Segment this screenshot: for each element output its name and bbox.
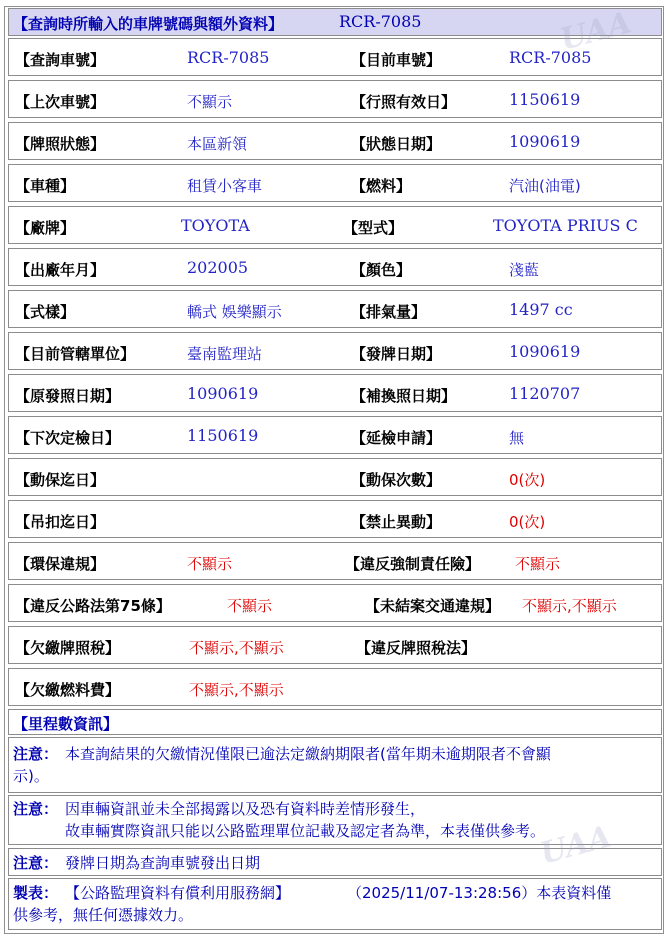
field-value: 1120707	[509, 384, 581, 403]
field-value: 1497 cc	[509, 300, 573, 319]
field-label: 【違反牌照稅法】	[356, 639, 477, 657]
note-text: 示)。	[13, 767, 49, 785]
field-value: 202005	[187, 258, 249, 277]
field-value: 臺南監理站	[187, 345, 263, 363]
footer-timestamp: （2025/11/07-13:28:56）本表資料僅	[347, 884, 612, 902]
field-label: 【廠牌】	[15, 219, 76, 237]
data-row	[8, 416, 662, 454]
field-value: 租賃小客車	[187, 177, 263, 195]
field-label: 【出廠年月】	[15, 261, 106, 279]
field-label: 【補換照日期】	[351, 387, 457, 405]
field-label: 【牌照狀態】	[15, 135, 106, 153]
field-label: 【顏色】	[351, 261, 412, 279]
note-3	[8, 848, 662, 876]
report-footer	[8, 878, 662, 930]
field-label: 【行照有效日】	[351, 93, 457, 111]
field-label: 【燃料】	[351, 177, 412, 195]
field-label: 【欠繳牌照稅】	[15, 639, 121, 657]
field-label: 【目前車號】	[351, 51, 442, 69]
note-label: 注意：	[13, 745, 59, 763]
field-label: 【式樣】	[15, 303, 76, 321]
note-1	[8, 737, 662, 793]
data-row	[8, 584, 662, 622]
field-value: 不顯示	[187, 93, 233, 111]
field-value: 本區新領	[187, 135, 248, 153]
data-row	[8, 500, 662, 538]
header-plate: RCR-7085	[339, 12, 422, 31]
note-label: 注意：	[13, 800, 59, 818]
header-title: 【查詢時所輸入的車牌號碼與額外資料】	[13, 15, 284, 33]
field-value: RCR-7085	[509, 48, 592, 67]
field-value: RCR-7085	[187, 48, 270, 67]
field-label: 【違反公路法第75條】	[15, 597, 171, 615]
mileage-section	[8, 709, 662, 735]
watermark-logo: UAA	[536, 819, 616, 872]
field-value: 1150619	[509, 90, 581, 109]
field-label: 【未結案交通違規】	[365, 597, 501, 615]
field-value: 淺藍	[509, 261, 540, 279]
field-value: 不顯示,不顯示	[189, 639, 284, 657]
field-label: 【環保違規】	[15, 555, 106, 573]
note-text: 因車輛資訊並未全部揭露以及恐有資料時差情形發生，	[65, 800, 426, 818]
field-label: 【排氣量】	[351, 303, 427, 321]
field-value: 1090619	[509, 132, 581, 151]
footer-source: 【公路監理資料有償利用服務網】	[65, 884, 291, 902]
data-row	[8, 248, 662, 286]
data-row	[8, 38, 662, 76]
field-value: 1090619	[187, 384, 259, 403]
field-label: 【延檢申請】	[351, 429, 442, 447]
field-value: 不顯示,不顯示	[189, 681, 284, 699]
data-row	[8, 332, 662, 370]
field-value: TOYOTA	[181, 216, 250, 235]
note-2	[8, 795, 662, 845]
field-label: 【原發照日期】	[15, 387, 121, 405]
field-label: 【違反強制責任險】	[345, 555, 481, 573]
field-label: 【下次定檢日】	[15, 429, 121, 447]
field-value: 1150619	[187, 426, 259, 445]
field-value: 不顯示	[227, 597, 273, 615]
note-text: 本查詢結果的欠繳情況僅限已逾法定繳納期限者(當年期未逾期限者不會顯	[65, 745, 551, 763]
mileage-heading: 【里程數資訊】	[13, 715, 119, 733]
field-value: 汽油(油電)	[509, 177, 581, 195]
data-row	[8, 206, 662, 244]
data-row	[8, 122, 662, 160]
field-value: 無	[509, 429, 525, 447]
data-row	[8, 164, 662, 202]
data-row	[8, 542, 662, 580]
data-row	[8, 668, 662, 706]
field-value: 不顯示	[515, 555, 561, 573]
field-label: 【車種】	[15, 177, 76, 195]
field-label: 【查詢車號】	[15, 51, 106, 69]
field-value: 不顯示,不顯示	[522, 597, 617, 615]
data-row	[8, 458, 662, 496]
field-label: 【目前管轄單位】	[15, 345, 136, 363]
data-row	[8, 626, 662, 664]
field-label: 【發牌日期】	[351, 345, 442, 363]
footer-label: 製表：	[13, 884, 59, 902]
field-label: 【動保次數】	[351, 471, 442, 489]
footer-disclaimer: 供參考，無任何憑據效力。	[13, 906, 194, 924]
watermark-logo: UAA	[556, 5, 636, 58]
field-value: 0(次)	[509, 513, 546, 531]
note-text: 故車輛實際資訊只能以公路監理單位記載及認定者為準，本表僅供參考。	[65, 822, 546, 840]
field-label: 【上次車號】	[15, 93, 106, 111]
field-label: 【狀態日期】	[351, 135, 442, 153]
field-label: 【吊扣迄日】	[15, 513, 106, 531]
field-label: 【型式】	[343, 219, 404, 237]
query-header	[8, 8, 662, 36]
data-row	[8, 80, 662, 118]
data-row	[8, 290, 662, 328]
field-value: 0(次)	[509, 471, 546, 489]
field-label: 【欠繳燃料費】	[15, 681, 121, 699]
data-row	[8, 374, 662, 412]
note-label: 注意：	[13, 854, 59, 872]
note-text: 發牌日期為查詢車號發出日期	[65, 854, 261, 872]
field-value: 轎式 娛樂顯示	[187, 303, 282, 321]
field-value: 1090619	[509, 342, 581, 361]
field-label: 【禁止異動】	[351, 513, 442, 531]
field-value: 不顯示	[187, 555, 233, 573]
field-value: TOYOTA PRIUS C	[493, 216, 638, 235]
field-label: 【動保迄日】	[15, 471, 106, 489]
